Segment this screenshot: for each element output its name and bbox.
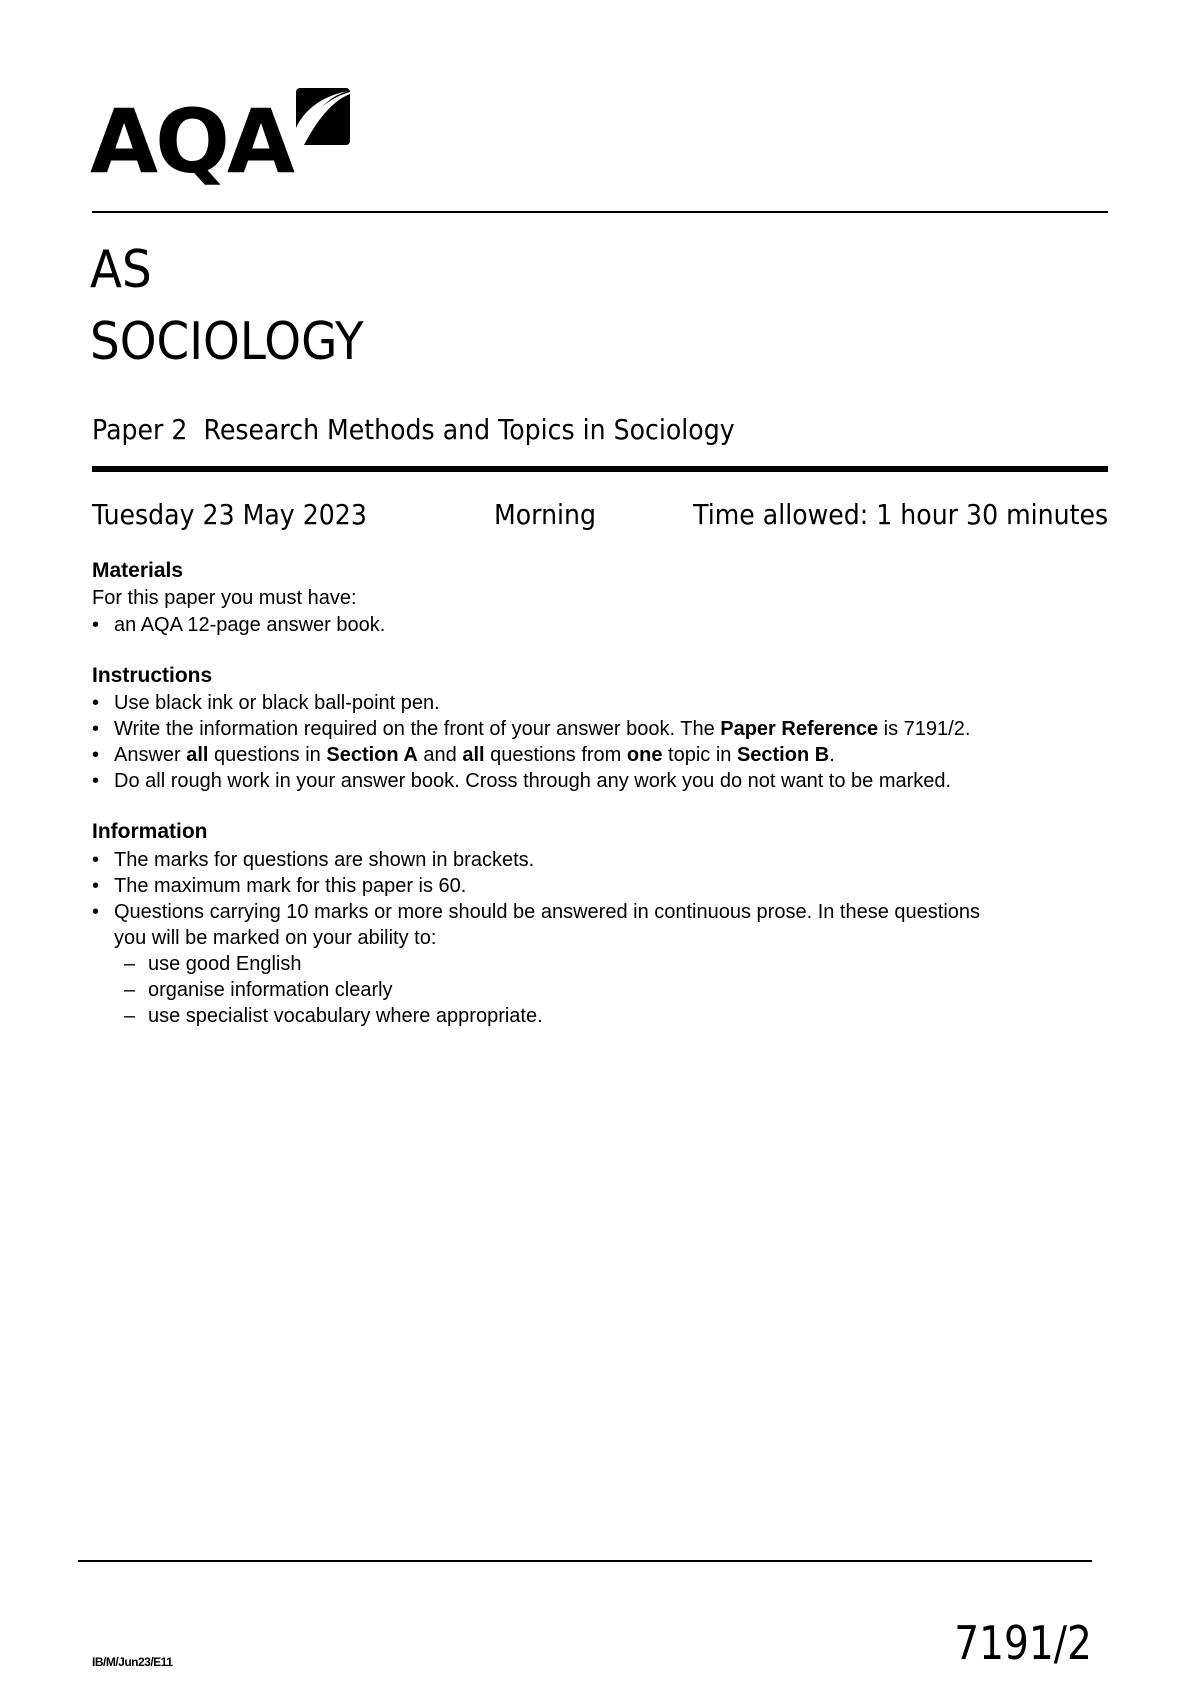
- item-text: an AQA 12-page answer book.: [114, 614, 386, 636]
- bold-text: Paper Reference: [720, 718, 879, 740]
- text: questions from: [484, 744, 627, 766]
- footer-code: IB/M/Jun23/E11: [92, 1655, 173, 1669]
- text: is 7191/2.: [878, 718, 971, 740]
- bold-text: Section A: [326, 744, 418, 766]
- subject-title: SOCIOLOGY: [90, 312, 364, 372]
- item-text: use good English: [148, 953, 302, 975]
- exam-session: Morning: [494, 498, 597, 531]
- item-text: [114, 744, 835, 767]
- item-text: [114, 718, 970, 741]
- bold-text: all: [462, 744, 485, 766]
- top-rule: [92, 211, 1108, 213]
- materials-heading: Materials: [92, 559, 184, 582]
- information-heading: Information: [92, 820, 208, 843]
- dash-icon: –: [124, 953, 136, 975]
- item-text: Use black ink or black ball-point pen.: [114, 692, 440, 714]
- instructions-heading: Instructions: [92, 664, 213, 687]
- thick-rule: [92, 466, 1108, 472]
- qualification-level: AS: [90, 240, 152, 300]
- text: Write the information required on the front of your answer book. The: [114, 718, 721, 740]
- text: Answer: [114, 744, 187, 766]
- bullet-icon: •: [92, 901, 100, 923]
- text: and: [417, 744, 463, 766]
- text: topic in: [662, 744, 737, 766]
- aqa-logo-text: AQA: [90, 90, 293, 193]
- item-text: The maximum mark for this paper is 60.: [114, 875, 467, 897]
- bullet-icon: •: [92, 718, 100, 740]
- item-text: use specialist vocabulary where appropriate.: [148, 1005, 543, 1027]
- item-text: Questions carrying 10 marks or more should be answered in continuous prose. In these questions: [114, 901, 981, 923]
- bullet-icon: •: [92, 875, 100, 897]
- bullet-icon: •: [92, 770, 100, 792]
- bullet-icon: •: [92, 614, 100, 636]
- bullet-icon: •: [92, 744, 100, 766]
- paper-number: Paper 2: [92, 413, 188, 446]
- footer-rule: [78, 1560, 1092, 1562]
- materials-intro: For this paper you must have:: [92, 587, 357, 609]
- aqa-logo: [90, 90, 293, 193]
- paper-title: Research Methods and Topics in Sociology: [203, 413, 735, 446]
- item-text: Do all rough work in your answer book. Cross through any work you do not want to be marked.: [114, 770, 952, 792]
- item-text: organise information clearly: [148, 979, 393, 1001]
- item-text: The marks for questions are shown in brackets.: [114, 849, 535, 871]
- bold-text: one: [626, 744, 663, 766]
- leaf-icon: [296, 88, 352, 146]
- text: questions in: [208, 744, 327, 766]
- paper-reference: 7191/2: [954, 1616, 1092, 1670]
- item-text: you will be marked on your ability to:: [114, 927, 437, 949]
- exam-date: Tuesday 23 May 2023: [92, 498, 367, 531]
- time-allowed: Time allowed: 1 hour 30 minutes: [692, 498, 1108, 531]
- text: .: [829, 744, 835, 766]
- paper-heading: [92, 413, 735, 446]
- bullet-icon: •: [92, 849, 100, 871]
- dash-icon: –: [124, 1005, 136, 1027]
- dash-icon: –: [124, 979, 136, 1001]
- bold-text: all: [186, 744, 209, 766]
- bullet-icon: •: [92, 692, 100, 714]
- bold-text: Section B: [736, 744, 830, 766]
